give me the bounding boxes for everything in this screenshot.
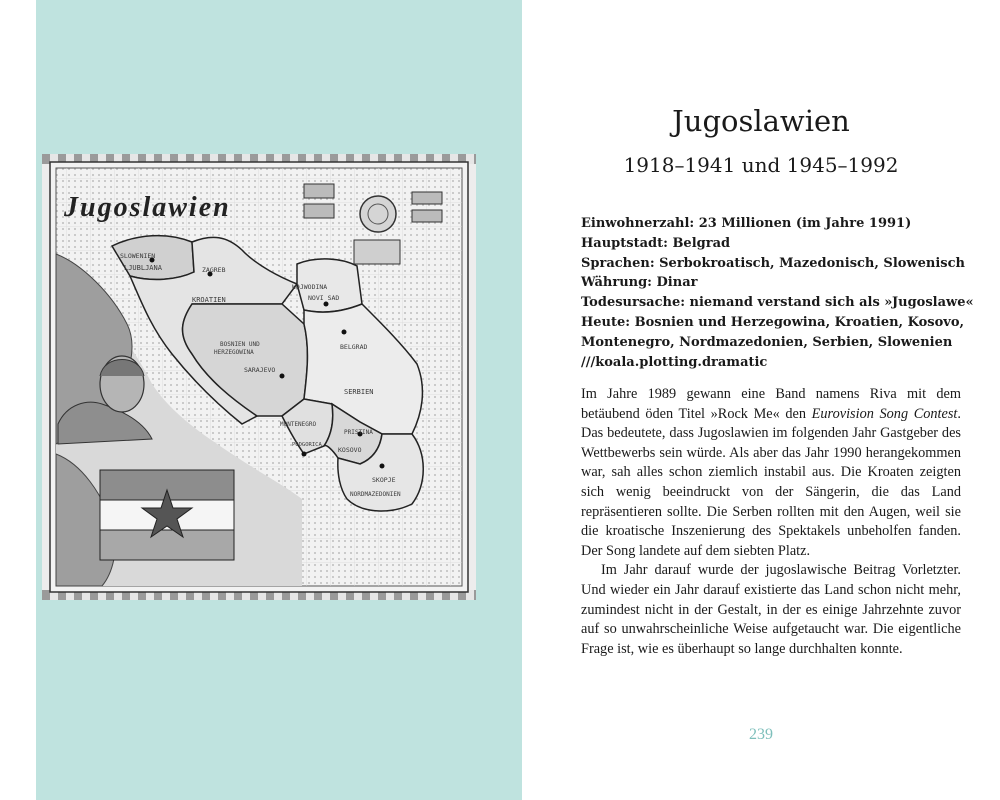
map-label-region: HERZEGOWINA — [214, 349, 254, 356]
map-label-city: PODGORICA — [292, 442, 322, 448]
fact-label: Todesursache: — [581, 295, 686, 311]
right-page — [522, 0, 1000, 800]
fact-line — [581, 313, 965, 333]
paragraph-text: . Das bedeutete, dass Jugoslawien im folgenden Jahr Gastgeber des Wettbewerbs sein würde. Als aber das Jahr 1990 herangekommen war, sah alles schon ziemlich instabil aus. Die Kroaten zeigten sich wenig beeindruckt von der Sängerin, die das Land repräsentieren sollte. Die Serben rollten mit den Augen, weil sie die kroatische Inszenierung des Spektakels unbeholfen fanden. Der Song landete auf dem siebten Platz. — [581, 405, 961, 559]
map-label-city: NOVI SAD — [308, 294, 340, 302]
paragraph-emphasis: Eurovision Song Contest — [811, 405, 958, 422]
paragraph: Im Jahr darauf wurde der jugoslawische Beitrag Vorletzter. Und wieder ein Jahr darauf existierte das Land schon nicht mehr, zumindest nicht in der Gestalt, in der es einige Jahrzehnte zuvor auf so unwahrscheinliche Weise aufgetaucht war. Die eigentliche Frage ist, wie es überhaupt so lange durchhalten konnte. — [581, 562, 961, 657]
fact-label: Sprachen: — [581, 255, 655, 271]
map-label-region: BOSNIEN UND — [220, 341, 260, 348]
flag-illustration — [100, 470, 234, 560]
fact-line — [581, 273, 941, 293]
map-label-region: KOSOVO — [338, 446, 362, 454]
map-illustration — [42, 154, 476, 600]
fact-line — [581, 333, 953, 353]
map-label-region: KROATIEN — [192, 296, 226, 304]
map-label-region: NORDMAZEDONIEN — [350, 491, 401, 498]
fact-label: Währung: — [581, 275, 652, 291]
map-label-city: PRISTINA — [344, 429, 373, 436]
map-label-city: SARAJEVO — [244, 366, 276, 374]
page-title: Jugoslawien — [672, 104, 850, 138]
map-title: Jugoslawien — [64, 192, 231, 223]
fact-value: Belgrad — [672, 235, 731, 251]
fact-line — [581, 254, 965, 274]
paragraph-text: Im Jahre 1989 gewann eine Band namens Riva mit dem betäubend öden Titel »Rock Me« den — [581, 386, 961, 422]
page-subtitle: 1918–1941 und 1945–1992 — [623, 153, 899, 177]
fact-line — [581, 293, 974, 313]
fact-value: ///koala.plotting.dramatic — [581, 354, 768, 370]
fact-value: 23 Millionen (im Jahre 1991) — [698, 216, 912, 231]
paragraph — [581, 385, 961, 561]
fact-line — [581, 214, 941, 234]
facts-list — [581, 214, 974, 372]
fact-line — [581, 234, 941, 254]
fact-value: niemand verstand sich als »Jugoslawe« — [689, 295, 974, 311]
fact-label: Hauptstadt: — [581, 235, 668, 251]
map-label-region: WOJWODINA — [292, 283, 328, 291]
fact-value: Montenegro, Nordmazedonien, Serbien, Slowenien — [581, 334, 953, 350]
body-text — [581, 385, 961, 659]
page-number: 239 — [749, 726, 773, 743]
map-label-city: SKOPJE — [372, 476, 396, 484]
map-label-region: SERBIEN — [344, 388, 374, 396]
map-label-region: MONTENEGRO — [280, 421, 317, 428]
map-label-city: BELGRAD — [340, 343, 368, 351]
map-label-city: ZAGREB — [202, 266, 226, 274]
fact-line — [581, 353, 941, 373]
fact-label: Heute: — [581, 314, 631, 330]
map-label-city: LJUBLJANA — [124, 264, 162, 272]
fact-value: Dinar — [656, 275, 698, 291]
fact-label: Einwohnerzahl: — [581, 216, 695, 231]
fact-value: Serbokroatisch, Mazedonisch, Slowenisch — [659, 255, 965, 271]
page-gutter — [0, 0, 36, 800]
map-label-region: SLOWENIEN — [120, 252, 156, 260]
fact-value: Bosnien und Herzegowina, Kroatien, Kosovo, — [634, 314, 965, 330]
